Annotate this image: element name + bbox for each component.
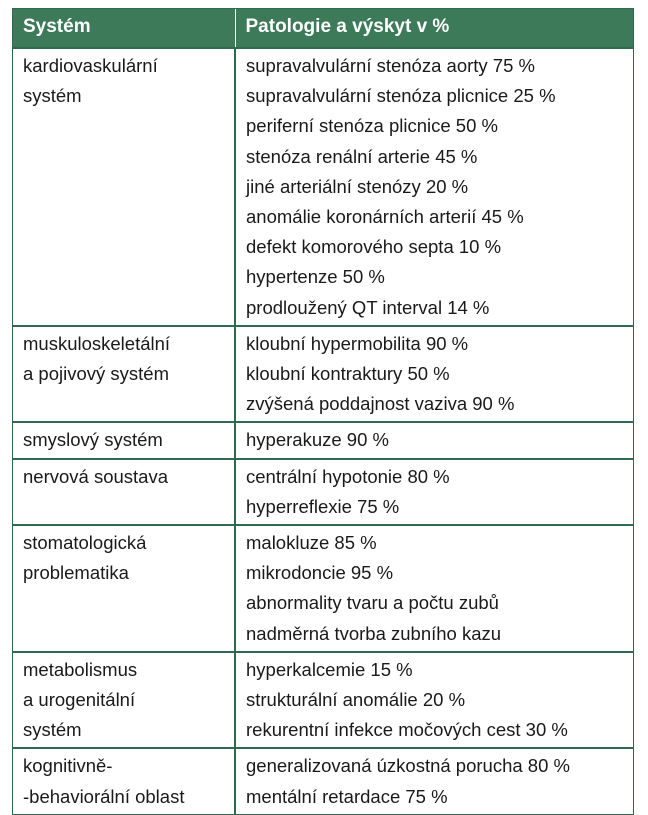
pathology-table-container bbox=[12, 8, 634, 815]
system-cell bbox=[13, 748, 235, 813]
system-label-line: a pojivový systém bbox=[23, 363, 169, 385]
system-label-line: a urogenitální bbox=[23, 689, 136, 711]
system-label-line: systém bbox=[23, 719, 82, 741]
pathology-item: nadměrná tvorba zubního kazu bbox=[246, 622, 502, 644]
pathology-cell bbox=[235, 748, 633, 813]
pathology-item: mikrodoncie 95 % bbox=[246, 562, 394, 584]
pathology-item: stenóza renální arterie 45 % bbox=[246, 145, 478, 167]
header-pathology: Patologie a výskyt v % bbox=[235, 9, 633, 48]
header-system: Systém bbox=[13, 9, 235, 48]
pathology-item: jiné arteriální stenózy 20 % bbox=[246, 175, 469, 197]
pathology-cell bbox=[235, 48, 633, 326]
table-row bbox=[13, 652, 633, 749]
pathology-item: anomálie koronárních arterií 45 % bbox=[246, 206, 524, 228]
pathology-cell bbox=[235, 525, 633, 652]
table-row bbox=[13, 525, 633, 652]
table-row bbox=[13, 326, 633, 423]
system-cell bbox=[13, 459, 235, 525]
table-header-row bbox=[13, 9, 633, 48]
system-label-line: kognitivně- bbox=[23, 755, 113, 777]
pathology-item: abnormality tvaru a počtu zubů bbox=[246, 592, 499, 614]
pathology-item: periferní stenóza plicnice 50 % bbox=[246, 115, 498, 137]
pathology-cell bbox=[235, 326, 633, 423]
pathology-item: supravalvulární stenóza aorty 75 % bbox=[246, 55, 535, 76]
pathology-item: strukturální anomálie 20 % bbox=[246, 689, 466, 711]
pathology-item: centrální hypotonie 80 % bbox=[246, 465, 450, 487]
pathology-item: hyperkalcemie 15 % bbox=[246, 658, 413, 680]
system-label-line: systém bbox=[23, 85, 82, 107]
pathology-cell bbox=[235, 652, 633, 749]
table-row bbox=[13, 459, 633, 525]
pathology-item: kloubní kontraktury 50 % bbox=[246, 363, 450, 385]
system-cell bbox=[13, 48, 235, 326]
pathology-item: kloubní hypermobilita 90 % bbox=[246, 332, 469, 354]
system-label-line: metabolismus bbox=[23, 658, 138, 680]
system-label-line: nervová soustava bbox=[23, 465, 169, 487]
system-cell bbox=[13, 525, 235, 652]
table-row bbox=[13, 48, 633, 326]
system-label-line: smyslový systém bbox=[23, 429, 163, 451]
pathology-table bbox=[13, 9, 633, 814]
pathology-item: zvýšená poddajnost vaziva 90 % bbox=[246, 393, 515, 415]
pathology-item: prodloužený QT interval 14 % bbox=[246, 296, 490, 318]
pathology-item: defekt komorového septa 10 % bbox=[246, 236, 502, 258]
pathology-item: malokluze 85 % bbox=[246, 532, 377, 554]
pathology-item: generalizovaná úzkostná porucha 80 % bbox=[246, 755, 570, 777]
system-label-line: -behaviorální oblast bbox=[23, 785, 185, 807]
system-cell bbox=[13, 422, 235, 458]
pathology-item: mentální retardace 75 % bbox=[246, 785, 448, 807]
pathology-item: hypertenze 50 % bbox=[246, 266, 385, 288]
system-cell bbox=[13, 652, 235, 749]
system-label-line: stomatologická bbox=[23, 532, 147, 554]
system-label-line: kardiovaskulární bbox=[23, 55, 158, 76]
pathology-item: rekurentní infekce močových cest 30 % bbox=[246, 719, 568, 741]
pathology-item: hyperreflexie 75 % bbox=[246, 495, 400, 517]
table-row bbox=[13, 748, 633, 813]
pathology-item: hyperakuze 90 % bbox=[246, 429, 389, 451]
table-row bbox=[13, 422, 633, 458]
system-cell bbox=[13, 326, 235, 423]
system-label-line: muskuloskeletální bbox=[23, 332, 171, 354]
pathology-cell bbox=[235, 459, 633, 525]
pathology-cell bbox=[235, 422, 633, 458]
pathology-item: supravalvulární stenóza plicnice 25 % bbox=[246, 85, 556, 107]
system-label-line: problematika bbox=[23, 562, 129, 584]
